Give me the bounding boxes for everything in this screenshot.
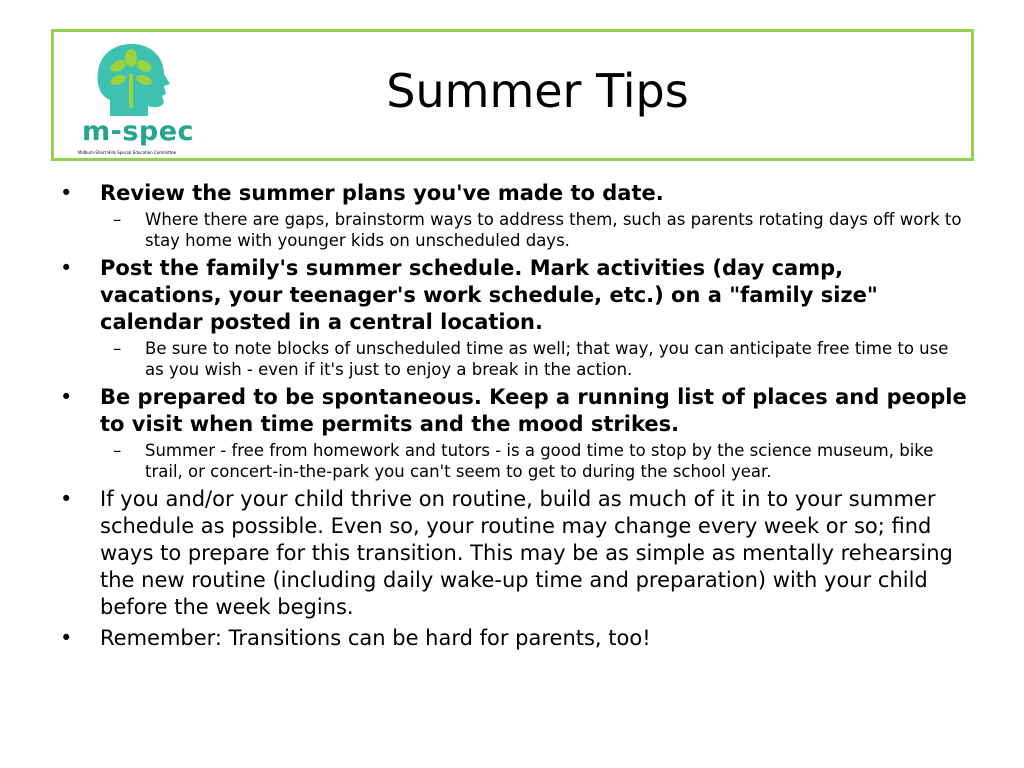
sub-bullet-item <box>100 209 970 251</box>
bullet-item <box>60 625 970 652</box>
sub-bullet-list <box>100 209 970 251</box>
sub-bullet-item <box>100 338 970 380</box>
sub-bullet-item <box>100 440 970 482</box>
bullet-item <box>60 255 970 380</box>
slide-header <box>51 29 974 161</box>
bullet-mark: • <box>60 487 73 511</box>
logo-text: m-spec <box>82 116 195 147</box>
bullet-item <box>60 486 970 621</box>
dash-mark: – <box>113 210 122 229</box>
bullet-text: Review the summer plans you've made to date. <box>100 181 664 205</box>
sub-bullet-text: Where there are gaps, brainstorm ways to address them, such as parents rotating days off work to stay home with younger kids on unscheduled days. <box>145 210 962 250</box>
slide-content <box>60 180 970 656</box>
bullet-text: Be prepared to be spontaneous. Keep a running list of places and people to visit when time permits and the mood strikes. <box>100 385 967 436</box>
bullet-mark: • <box>60 181 73 205</box>
logo-subtitle: Millburn-Short Hills Special Education Committee <box>78 150 177 155</box>
bullet-text: If you and/or your child thrive on routine, build as much of it in to your summer schedule as possible. Even so, your routine may change every week or so; find ways to prepare for this transition. This may be as simple as mentally rehearsing the new routine (including daily wake-up time and preparation) with your child before the week begins. <box>100 487 953 619</box>
sub-bullet-list <box>100 338 970 380</box>
bullet-mark: • <box>60 626 73 650</box>
bullet-text: Post the family's summer schedule. Mark activities (day camp, vacations, your teenager's work schedule, etc.) on a "family size" calendar posted in a central location. <box>100 256 878 334</box>
dash-mark: – <box>113 339 122 358</box>
bullet-text: Remember: Transitions can be hard for parents, too! <box>100 626 651 650</box>
bullet-mark: • <box>60 256 73 280</box>
bullet-mark: • <box>60 385 73 409</box>
sub-bullet-list <box>100 440 970 482</box>
bullet-item <box>60 384 970 482</box>
dash-mark: – <box>113 441 122 460</box>
bullet-list <box>60 180 970 652</box>
sub-bullet-text: Summer - free from homework and tutors - is a good time to stop by the science museum, bike trail, or concert-in-the-park you can't seem to get to during the school year. <box>145 441 934 481</box>
sub-bullet-text: Be sure to note blocks of unscheduled time as well; that way, you can anticipate free time to use as you wish - even if it's just to enjoy a break in the action. <box>145 339 949 379</box>
bullet-item <box>60 180 970 251</box>
slide-title: Summer Tips <box>386 64 689 118</box>
